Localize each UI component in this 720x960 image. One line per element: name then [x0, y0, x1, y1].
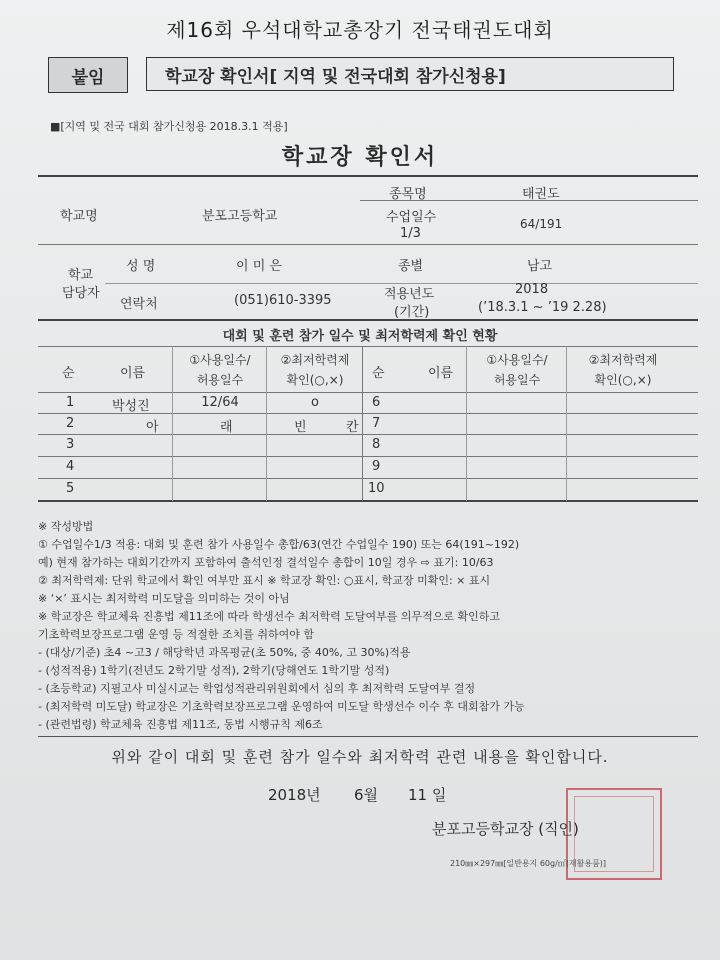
col-header-grade-right: ②최저학력제 [588, 353, 658, 367]
row-no-right: 7 [372, 416, 381, 431]
col-header-grade-right-2: 확인(○,×) [594, 373, 652, 387]
confirmation-statement: 위와 같이 대회 및 훈련 참가 일수와 최저학력 관련 내용을 확인합니다. [111, 748, 609, 766]
row-extra: 칸 [346, 420, 359, 435]
col-header-days-2: 허용일수 [196, 373, 244, 387]
note-line: ① 수업일수1/3 적용: 대회 및 훈련 참가 사용일수 총합/63(연간 수업일수 190) 또는 64(191~192) [38, 538, 520, 551]
table-line [38, 244, 698, 245]
table-divider [362, 346, 363, 501]
year-label: 적용년도 [384, 287, 435, 302]
col-header-no: 순 [62, 366, 75, 381]
row-no-right: 9 [372, 459, 381, 474]
phone-label: 연락처 [120, 297, 158, 312]
class-days-fraction-label: 1/3 [400, 226, 421, 241]
col-header-days-right-2: 허용일수 [493, 373, 541, 387]
paper-spec: 210㎜×297㎜[일반용지 60g/㎡(재활용품)] [450, 859, 607, 868]
table-divider [266, 346, 267, 501]
note-line: ② 최저학력제: 단위 학교에서 확인 여부만 표시 ※ 학교장 확인: ○표시, 학교장 미확인: × 표시 [38, 574, 491, 587]
category-value: 남고 [527, 259, 553, 274]
category-label: 종별 [398, 259, 424, 274]
table-divider [566, 346, 567, 501]
note-line: - (초등학교) 지필고사 미실시교는 학업성적관리위원회에서 심의 후 최저학력 도달여부 결정 [38, 682, 476, 695]
table-bottom-rule [38, 500, 698, 502]
note-line: ※ ‘×’ 표시는 최저학력 미도달을 의미하는 것이 아님 [38, 592, 290, 605]
table-line [38, 478, 698, 479]
col-header-grade: ②최저학력제 [280, 353, 350, 367]
col-header-grade-2: 확인(○,×) [286, 373, 344, 387]
sport-value: 태권도 [522, 187, 560, 202]
document-subtitle: 학교장 확인서[ 지역 및 전국대회 참가신청용] [146, 57, 674, 91]
document-title: 학교장 확인서 [281, 145, 439, 170]
note-line: ※ 학교장은 학교체육 진흥법 제11조에 따라 학생선수 최저학력 도달여부를 의무적으로 확인하고 [38, 610, 500, 623]
note-line: - (관련법령) 학교체육 진흥법 제11조, 동법 시행규칙 제6조 [38, 718, 323, 731]
col-header-days: ①사용일수/ [189, 353, 251, 367]
date-month: 6월 [354, 786, 379, 804]
row-name: 박성진 [112, 399, 150, 414]
table-line [38, 346, 698, 347]
col-header-name: 이름 [120, 366, 146, 381]
note-line: 예) 현재 참가하는 대회기간까지 포함하여 출석인정 결석일수 총합이 10일 경우 ⇨ 표기: 10/63 [38, 556, 494, 569]
row-no-right: 8 [372, 437, 381, 452]
date-year: 2018년 [268, 786, 321, 804]
table-line [38, 456, 698, 457]
period-value: (’18.3.1 ~ ’19 2.28) [478, 300, 607, 315]
col-header-days-right: ①사용일수/ [486, 353, 548, 367]
person-name-label: 성 명 [126, 259, 156, 274]
row-no: 1 [66, 395, 75, 410]
form-note: ■[지역 및 전국 대회 참가신청용 2018.3.1 적용] [50, 120, 288, 133]
attachment-label: 붙임 [48, 57, 128, 93]
row-days: 래 [220, 420, 233, 435]
row-no: 4 [66, 459, 75, 474]
row-no: 2 [66, 416, 75, 431]
status-table-title: 대회 및 훈련 참가 일수 및 최저학력제 확인 현황 [222, 329, 498, 344]
school-name-label: 학교명 [60, 209, 98, 224]
note-line: ※ 작성방법 [38, 520, 94, 533]
col-header-no-right: 순 [372, 366, 385, 381]
row-no-right: 10 [368, 481, 385, 496]
sport-label: 종목명 [389, 187, 427, 202]
row-no-right: 6 [372, 395, 381, 410]
note-line: - (성적적용) 1학기(전년도 2학기말 성적), 2학기(당해연도 1학기말 성적) [38, 664, 390, 677]
row-grade: 빈 [294, 420, 307, 435]
note-line: 기초학력보장프로그램 운영 등 적절한 조치를 취하여야 함 [38, 628, 315, 641]
year-period-label: (기간) [394, 305, 430, 320]
note-line: - (대상/기준) 초4 ~고3 / 해당학년 과목평균(초 50%, 중 40%, 고 30%)적용 [38, 646, 411, 659]
signer-name: 분포고등학교장 (직인) [432, 820, 579, 838]
row-grade: o [311, 395, 319, 410]
phone-value: (051)610-3395 [234, 293, 332, 308]
contact-person-label: 학교 [68, 268, 94, 283]
table-line [38, 392, 698, 393]
date-day: 11 일 [408, 786, 447, 804]
year-value: 2018 [515, 282, 549, 297]
school-name-value: 분포고등학교 [202, 209, 278, 224]
row-no: 3 [66, 437, 75, 452]
person-name-value: 이 미 은 [236, 259, 282, 274]
instructions-notes [38, 518, 698, 734]
table-line [38, 319, 698, 321]
row-name: 아 [146, 420, 159, 435]
table-top-rule [38, 175, 698, 177]
event-title: 제16회 우석대학교총장기 전국태권도대회 [166, 18, 554, 42]
class-days-label: 수업일수 [386, 210, 437, 225]
row-no: 5 [66, 481, 75, 496]
col-header-name-right: 이름 [428, 366, 454, 381]
table-line [38, 434, 698, 435]
class-days-value: 64/191 [520, 217, 563, 231]
note-line: - (최저학력 미도달) 학교장은 기초학력보장프로그램 운영하여 미도달 학생선수 이수 후 대회참가 가능 [38, 700, 525, 713]
table-divider [466, 346, 467, 501]
contact-person-label-2: 담당자 [62, 286, 100, 301]
divider [38, 736, 698, 737]
row-days: 12/64 [201, 395, 239, 410]
table-divider [172, 346, 173, 501]
